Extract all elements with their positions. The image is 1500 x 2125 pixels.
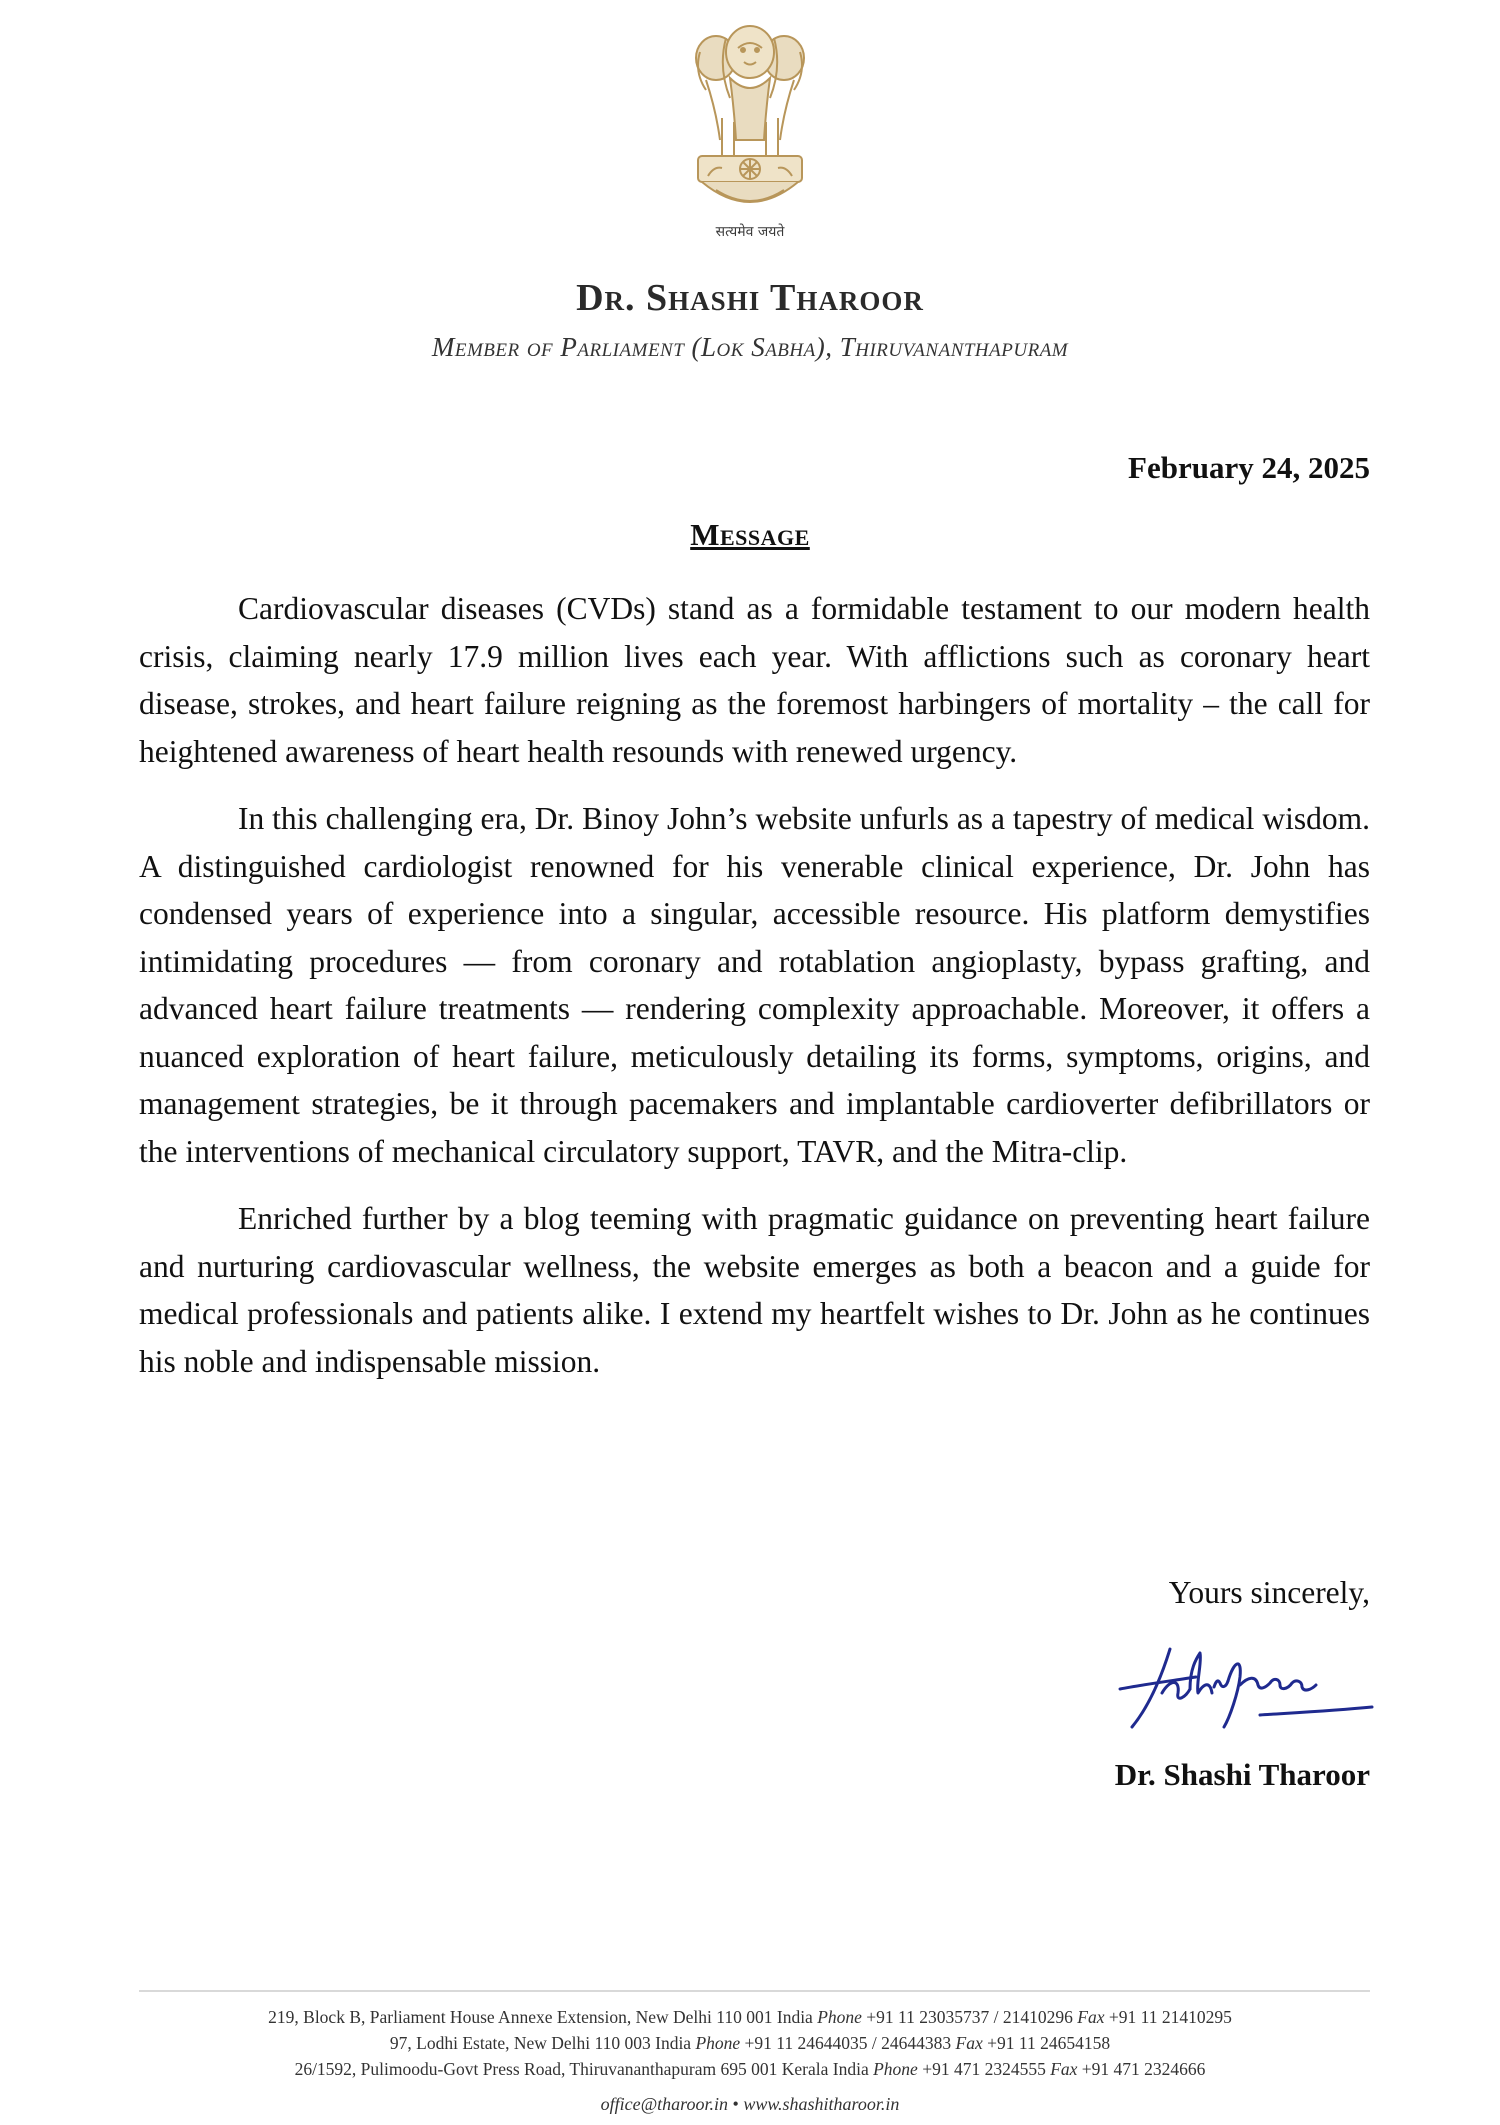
footer-address-line bbox=[0, 2056, 1500, 2082]
state-emblem-logo bbox=[682, 18, 818, 248]
phone-label: Phone bbox=[817, 2007, 862, 2027]
address: 219, Block B, Parliament House Annexe Extension, New Delhi 110 001 India bbox=[268, 2007, 813, 2027]
phone: +91 11 23035737 / 21410296 bbox=[866, 2007, 1073, 2027]
letter-date: February 24, 2025 bbox=[1128, 450, 1370, 485]
phone: +91 471 2324555 bbox=[922, 2059, 1046, 2079]
signatory-name: Dr. Shashi Tharoor bbox=[1114, 1757, 1370, 1792]
footer-addresses bbox=[0, 2004, 1500, 2082]
letterhead-name: Dr. Shashi Tharoor bbox=[576, 277, 924, 319]
footer-divider bbox=[139, 1990, 1370, 1992]
fax: +91 11 24654158 bbox=[987, 2033, 1111, 2053]
footer-contact bbox=[0, 2094, 1500, 2115]
message-heading: Message bbox=[690, 517, 810, 552]
website-link[interactable]: www.shashitharoor.in bbox=[743, 2094, 900, 2114]
letterhead-title: Member of Parliament (Lok Sabha), Thiruvananthapuram bbox=[431, 332, 1069, 362]
footer-address-line bbox=[0, 2030, 1500, 2056]
phone-label: Phone bbox=[873, 2059, 918, 2079]
closing: Yours sincerely, bbox=[1168, 1575, 1370, 1610]
fax-label: Fax bbox=[1050, 2059, 1078, 2079]
letter-body bbox=[139, 585, 1370, 1405]
handwritten-signature bbox=[1110, 1635, 1380, 1740]
footer-address-line bbox=[0, 2004, 1500, 2030]
fax-label: Fax bbox=[1077, 2007, 1105, 2027]
paragraph: Cardiovascular diseases (CVDs) stand as a formidable testament to our modern health crisis, claiming nearly 17.9 million lives each year. With afflictions such as coronary heart disease, strokes, and heart failure reigning as the foremost harbingers of mortality – the call for heightened awareness of heart health resounds with renewed urgency. bbox=[139, 591, 1370, 769]
address: 97, Lodhi Estate, New Delhi 110 003 India bbox=[389, 2033, 692, 2053]
fax: +91 11 21410295 bbox=[1108, 2007, 1232, 2027]
email-link[interactable]: office@tharoor.in bbox=[600, 2094, 729, 2114]
phone: +91 11 24644035 / 24644383 bbox=[744, 2033, 952, 2053]
separator-dot: • bbox=[732, 2094, 739, 2114]
emblem-motto: सत्यमेव जयते bbox=[715, 224, 785, 240]
fax: +91 471 2324666 bbox=[1081, 2059, 1206, 2079]
paragraph: Enriched further by a blog teeming with pragmatic guidance on preventing heart failure and nurturing cardiovascular wellness, the website emerges as both a beacon and a guide for medical professionals and patients alike. I extend my heartfelt wishes to Dr. John as he continues his noble and indispensable mission. bbox=[139, 1201, 1370, 1379]
paragraph: In this challenging era, Dr. Binoy John’s website unfurls as a tapestry of medical wisdom. A distinguished cardiologist renowned for his venerable clinical experience, Dr. John has condensed years of experience into a singular, accessible resource. His platform demystifies intimidating procedures — from coronary and rotablation angioplasty, bypass grafting, and advanced heart failure treatments — rendering complexity approachable. Moreover, it offers a nuanced exploration of heart failure, meticulously detailing its forms, symptoms, origins, and management strategies, be it through pacemakers and implantable cardioverter defibrillators or the interventions of mechanical circulatory support, TAVR, and the Mitra-clip. bbox=[139, 801, 1370, 1169]
fax-label: Fax bbox=[955, 2033, 983, 2053]
address: 26/1592, Pulimoodu-Govt Press Road, Thiruvananthapuram 695 001 Kerala India bbox=[294, 2059, 869, 2079]
phone-label: Phone bbox=[695, 2033, 741, 2053]
